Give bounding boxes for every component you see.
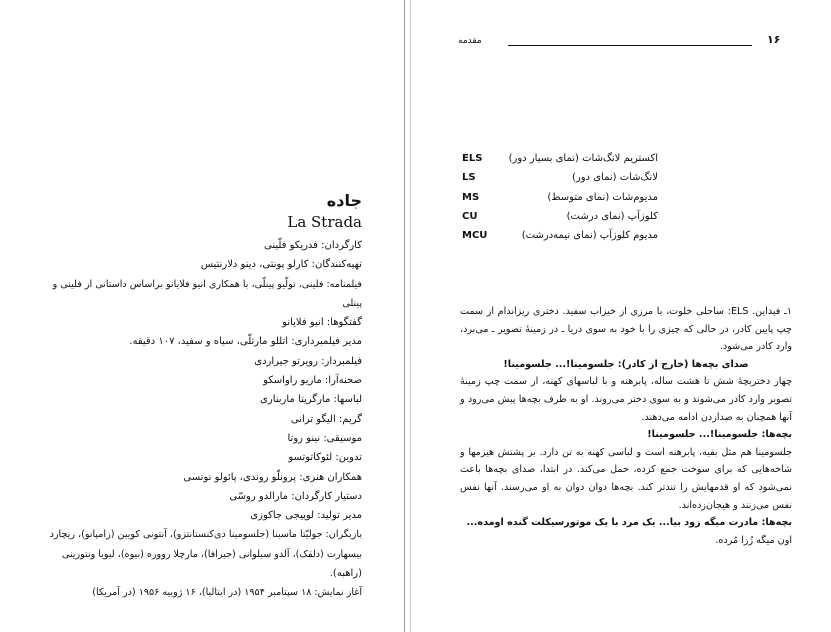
credit-line: گریم: الیگو ترانی	[290, 413, 362, 425]
credit-line: دستیار کارگردان: مارالدو روسّی	[229, 490, 362, 502]
credit-line: کارگردان: فدریکو فلّینی	[263, 240, 362, 251]
glossary-abbr: MS	[462, 191, 480, 203]
credit-line: فیلمنامه: فلینی، تولّیو پینلّی، با همکاری انیو فلایانو براساس داستانی از فلینی و پینلی	[52, 278, 362, 309]
screenplay-text	[460, 303, 792, 549]
glossary-abbr: MCU	[462, 230, 488, 242]
credit-line: بازیگران: جولیّتا ماسینا (جلسومینا دی‌کنستانتزو)، آنتونی کویین (زامپانو)، ریچارد	[49, 529, 362, 541]
credit-line: فیلمبردار: رویرتو جیراردی	[254, 355, 362, 367]
glossary-row	[462, 229, 658, 248]
shot-glossary	[462, 152, 658, 248]
glossary-row	[462, 152, 658, 171]
glossary-abbr: CU	[462, 210, 478, 222]
glossary-row	[462, 171, 658, 190]
credit-line: تهیه‌کنندگان: کارلو پونتی، دینو دلارنتیس	[200, 259, 362, 271]
glossary-row	[462, 191, 658, 210]
credit-line: (راهبه).	[329, 568, 362, 580]
film-title-latin: La Strada	[287, 213, 362, 231]
glossary-term: مدیوم کلوزآپ (نمای نیمه‌درشت)	[521, 230, 658, 242]
credit-line: موسیقی: نینو روتا	[287, 432, 362, 444]
scene-paragraph: ۱ـ فیداین. ELS: ساحلی خلوت، با مرزی از خیزاب سفید. دختری ریزاندام از سمت چپ پایین کادر، در حالی که چیزی را با خود به سوی دریا ـ در زمینهٔ تصویر ـ می‌برد، وارد کادر می‌شود.	[460, 306, 792, 353]
scene-paragraph: چهار دختربچهٔ شش تا هشت ساله، پابرهنه و با لباسهای کهنه، از سمت چپ زمینهٔ تصویر وارد کادر می‌شوند و به سوی دختر می‌روند. او به طرف بچه‌ها پیش می‌رود و آنها همچنان به صدازدن ادامه می‌دهند.	[460, 376, 792, 423]
header-rule	[508, 45, 752, 46]
glossary-term: لانگ‌شات (نمای دور)	[572, 172, 658, 184]
credit-line: مدیر فیلمبرداری: اتللو مارتلّی، سیاه و سفید، ۱۰۷ دقیقه.	[129, 336, 362, 348]
film-credits	[44, 190, 362, 603]
film-title: جاده	[326, 191, 362, 210]
credit-line: مدیر تولید: لوییجی جاکوزی	[250, 510, 362, 522]
glossary-term: اکستریم لانگ‌شات (نمای بسیار دور)	[508, 153, 658, 164]
page-spine-left	[404, 0, 405, 632]
running-head: مقدمه	[458, 36, 482, 46]
glossary-term: مدیوم‌شات (نمای متوسط)	[547, 191, 658, 203]
credit-line: صحنه‌آرا: ماریو راواسکو	[263, 375, 362, 387]
glossary-row	[462, 210, 658, 229]
page-number: ۱۶	[767, 33, 781, 46]
dialogue-continuation: اون میگه زُزا مُرده.	[715, 534, 792, 546]
dialogue-line: بچه‌ها: مادرت میگه زود بیا... یک مرد با یک موتورسیکلت گنده اومده...	[466, 517, 792, 529]
dialogue-line: بچه‌ها: جلسومینا!... جلسومینا!	[647, 429, 792, 441]
page-spine-right	[410, 0, 411, 632]
credit-line: تدوین: لئوکاتوتسو	[288, 452, 362, 464]
credit-line: بیسهارت (دلقک)، آلدو سیلوانی (جیرافا)، مارچلا رووره (بیوه)، لیویا ونتورینی	[61, 548, 362, 560]
credit-line: لباسها: مارگریتا ماربناری	[260, 394, 362, 406]
credit-line: همکاران هنری: پرونلّو روندی، پائولو نوتسی	[183, 471, 362, 483]
glossary-term: کلوزآپ (نمای درشت)	[566, 210, 658, 222]
glossary-abbr: ELS	[462, 153, 483, 164]
dialogue-line: صدای بچه‌ها (خارج از کادر): جلسومینا!... جلسومینا!	[503, 358, 749, 370]
credit-line: گفتگوها: انیو فلایانو	[282, 317, 362, 329]
glossary-abbr: LS	[462, 172, 476, 184]
scene-paragraph: جلسومینا هم مثل بقیه، پابرهنه است و لباسی کهنه به تن دارد. بر پشتش هیزمها و شاخه‌هایی که برای سوخت جمع کرده، حمل می‌کند. در ابتدا، صدای بچه‌ها باعث نمی‌شود که او قدمهایش را تندتر کند. بچه‌ها دوان دوان به او می‌رسند. آنها نفس نفس می‌زنند و هیجان‌زده‌اند.	[460, 446, 792, 511]
credit-line: آغاز نمایش: ۱۸ سپتامبر ۱۹۵۴ (در ایتالیا)، ۱۶ ژوییه ۱۹۵۶ (در آمریکا)	[92, 587, 362, 599]
